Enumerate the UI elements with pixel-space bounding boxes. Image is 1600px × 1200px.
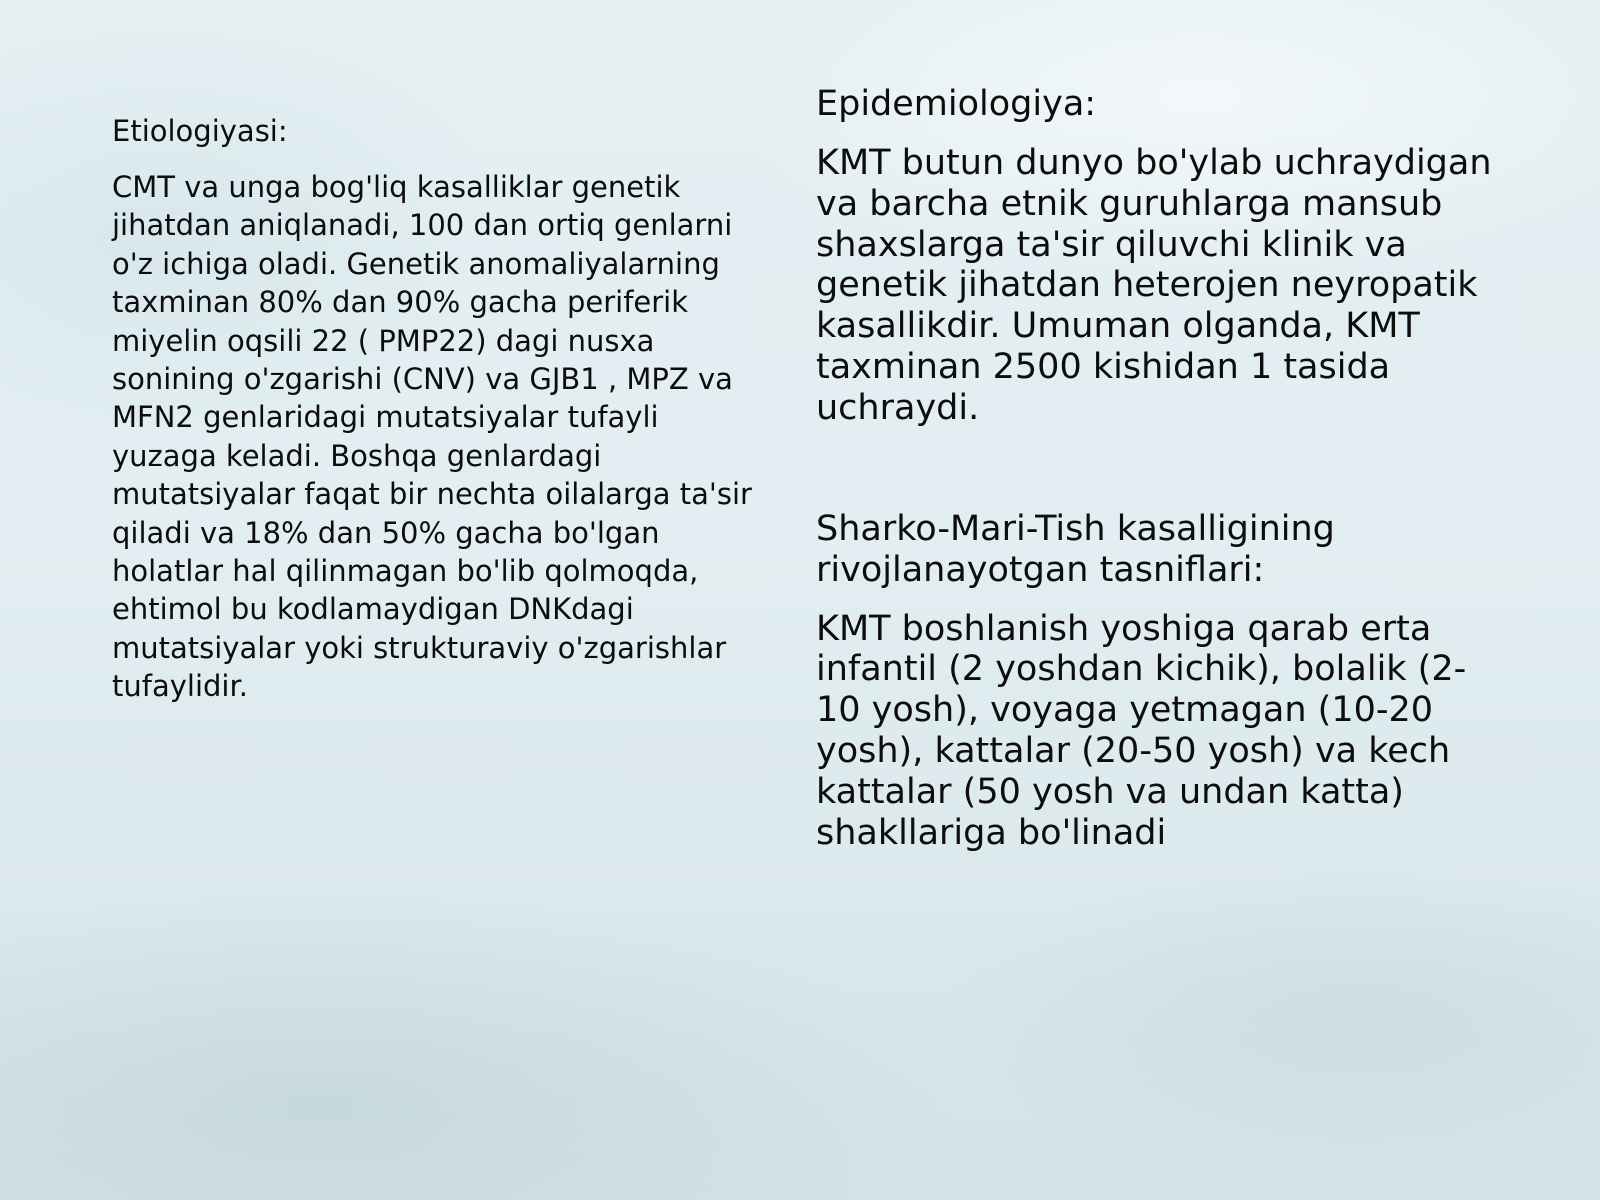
etiology-text: CMT va unga bog'liq kasalliklar genetik jihatdan aniqlanadi, 100 dan ortiq genlarni o'z ichiga oladi. Genetik anomaliyalarning taxminan 80% dan 90% gacha periferik miyelin oqsili 22 ( PMP22) dagi nusxa sonining o'zgarishi (CNV) va GJB1 , MPZ va MFN2 genlaridagi mutatsiyalar tufayli yuzaga keladi. Boshqa genlardagi mutatsiyalar faqat bir nechta oilalarga ta'sir qiladi va 18% dan 50% gacha bo'lgan holatlar hal qilinmagan bo'lib qolmoqda, ehtimol bu kodlamaydigan DNKdagi mutatsiyalar yoki strukturaviy o'zgarishlar tufaylidir.	[112, 170, 752, 704]
classification-section	[816, 509, 1496, 854]
etiology-section	[112, 112, 772, 706]
classification-text: KMT boshlanish yoshiga qarab erta infantil (2 yoshdan kichik), bolalik (2-10 yosh), voyaga yetmagan (10-20 yosh), kattalar (20-50 yosh) va kech kattalar (50 yosh va undan katta) shakllariga bo'linadi	[816, 608, 1467, 853]
classification-heading: Sharko-Mari-Tish kasalligining rivojlanayotgan tasniflari:	[816, 508, 1335, 590]
epidemiology-section	[816, 84, 1496, 429]
epidemiology-heading: Epidemiologiya:	[816, 84, 1097, 124]
epidemiology-text: KMT butun dunyo bo'ylab uchraydigan va barcha etnik guruhlarga mansub shaxslarga ta'sir qiluvchi klinik va genetik jihatdan heterojen neyropatik kasallikdir. Umuman olganda, KMT taxminan 2500 kishidan 1 tasida uchraydi.	[816, 143, 1492, 428]
right-column	[816, 84, 1496, 853]
etiology-heading: Etiologiyasi:	[112, 114, 288, 148]
